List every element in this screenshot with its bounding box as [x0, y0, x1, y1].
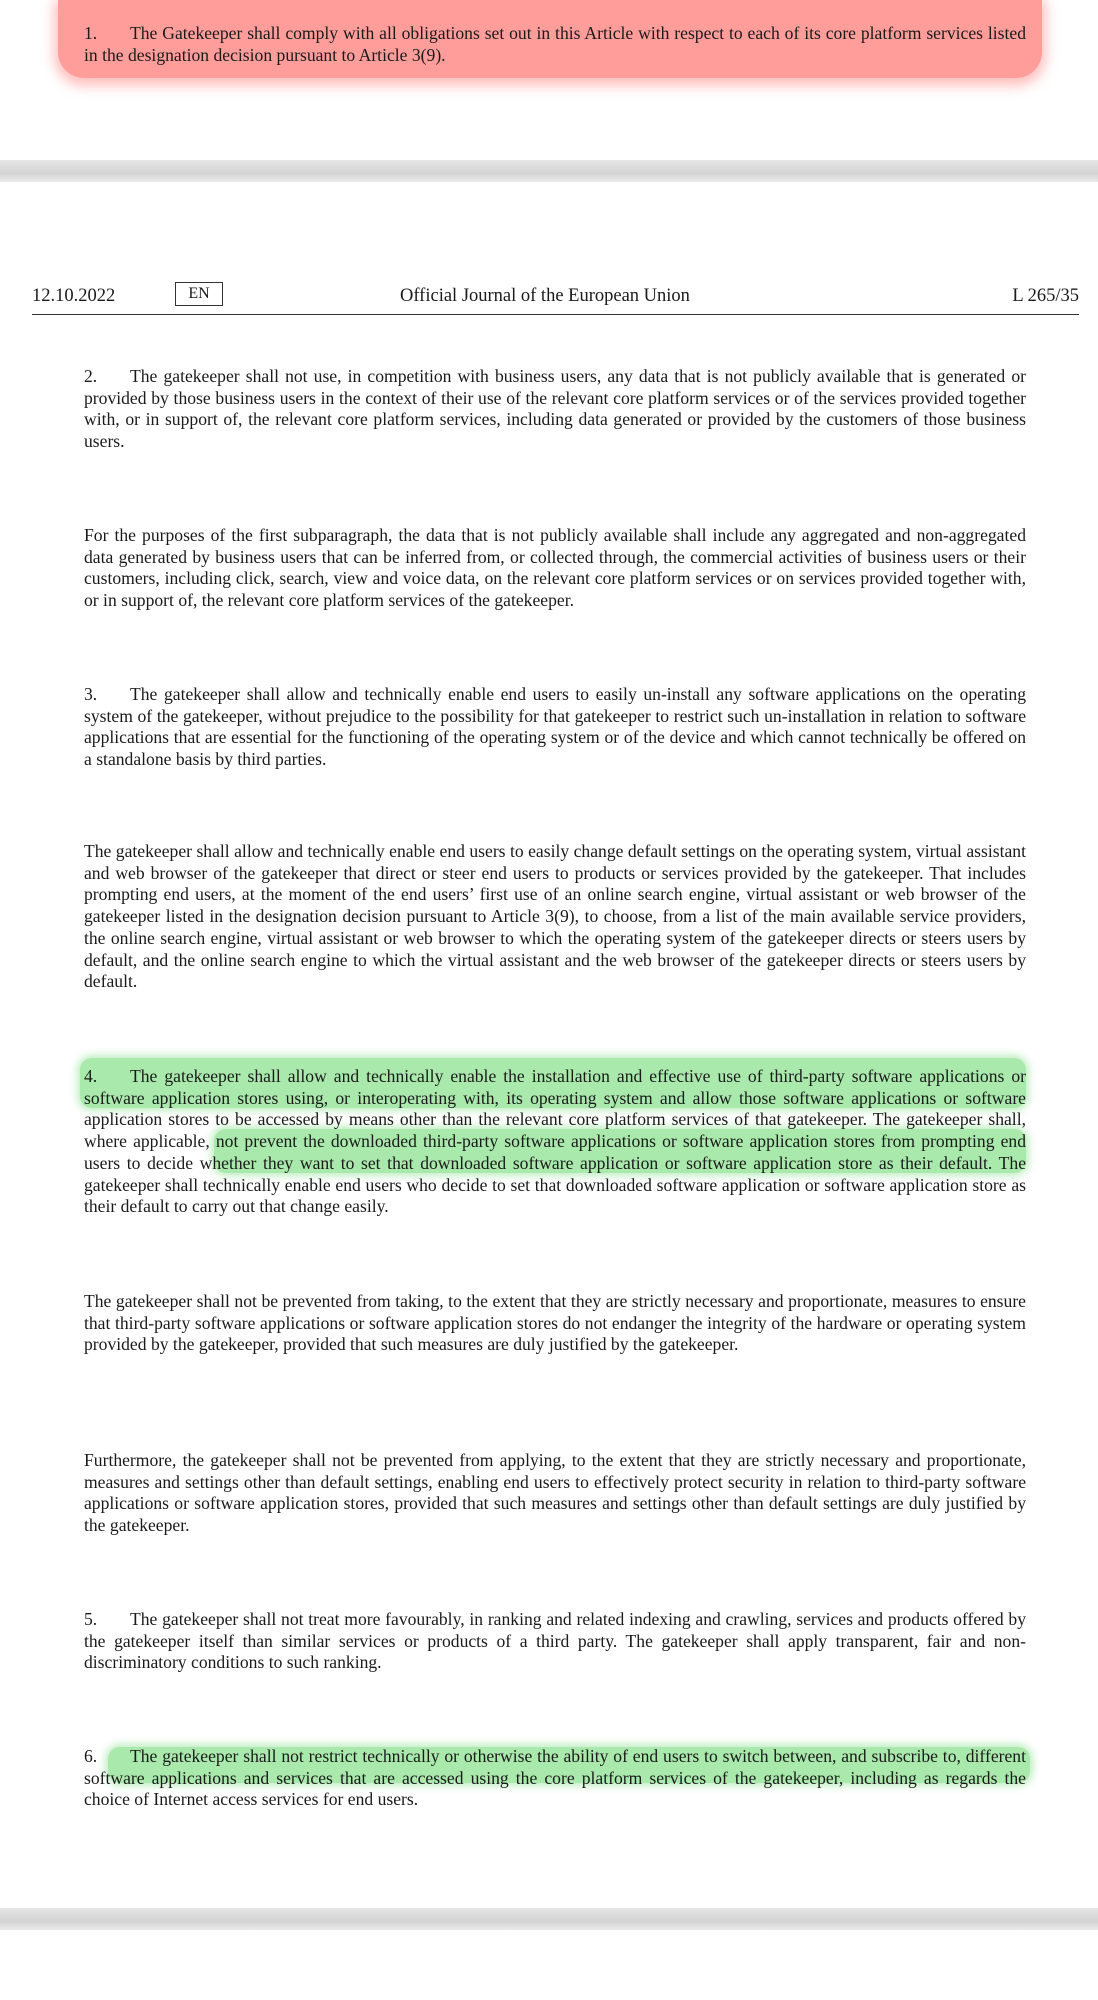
paragraph-text: The gatekeeper shall allow and technically enable the installation and effective use of third-party software applications or software application stores using, or interoperating with, its operating system and allow those software applications or software application stores to be accessed by means other than the relevant core platform services of that gatekeeper. The gatekeeper shall, where applicable, not prevent the downloaded third-party software applications or software application stores from prompting end users to decide whether they want to set that downloaded software application or software application store as their default. The gatekeeper shall technically enable end users who decide to set that downloaded software application or software application store as their default to carry out that change easily. [84, 1066, 1026, 1217]
paragraph-4-subparagraph-a [84, 1291, 1026, 1356]
paragraph-4 [84, 1066, 1026, 1218]
paragraph-4-subparagraph-b [84, 1450, 1026, 1537]
paragraph-3 [84, 684, 1026, 771]
paragraph-3-subparagraph [84, 841, 1026, 993]
paragraph-number: 3. [84, 684, 98, 704]
paragraph-number: 5. [84, 1609, 98, 1629]
paragraph-text: Furthermore, the gatekeeper shall not be prevented from applying, to the extent that they are strictly necessary and proportionate, measures and settings other than default settings, enabling end users to effectively protect security in relation to third-party software applications or software application stores, provided that such measures and settings other than default settings are duly justified by the gatekeeper. [84, 1450, 1026, 1536]
paragraph-text: The gatekeeper shall not treat more favourably, in ranking and related indexing and crawling, services and products offered by the gatekeeper itself than similar services or products of a third party. The gatekeeper shall apply transparent, fair and non-discriminatory conditions to such ranking. [84, 1609, 1026, 1673]
header-page-reference: L 265/35 [1012, 286, 1079, 306]
paragraph-text: The gatekeeper shall allow and technically enable end users to easily un-install any software applications on the operating system of the gatekeeper, without prejudice to the possibility for that gatekeeper to restrict such un-installation in relation to software applications that are essential for the functioning of the operating system or of the device and which cannot technically be offered on a standalone basis by third parties. [84, 684, 1026, 770]
journal-header [32, 282, 1079, 315]
paragraph-text: The Gatekeeper shall comply with all obligations set out in this Article with respect to each of its core platform services listed in the designation decision pursuant to Article 3(9). [84, 23, 1026, 65]
language-box: EN [175, 282, 223, 306]
paragraph-text: For the purposes of the first subparagraph, the data that is not publicly available shall include any aggregated and non-aggregated data generated by business users that can be inferred from, or collected through, the commercial activities of business users or their customers, including click, search, view and voice data, on the relevant core platform services or on services provided together with, or in support of, the relevant core platform services of the gatekeeper. [84, 525, 1026, 611]
paragraph-2 [84, 366, 1026, 453]
paragraph-2-subparagraph [84, 525, 1026, 612]
paragraph-text: The gatekeeper shall allow and technically enable end users to easily change default settings on the operating system, virtual assistant and web browser of the gatekeeper that direct or steer end users to products or services provided by the gatekeeper. That includes prompting end users, at the moment of the end users’ first use of an online search engine, virtual assistant or web browser of the gatekeeper listed in the designation decision pursuant to Article 3(9), to choose, from a list of the main available service providers, the online search engine, virtual assistant or web browser to which the operating system of the gatekeeper directs or steers users by default, and the online search engine to which the virtual assistant and the web browser of the gatekeeper directs or steers users by default. [84, 841, 1026, 992]
header-date: 12.10.2022 [32, 286, 116, 306]
paragraph-number: 2. [84, 366, 98, 386]
paragraph-text: The gatekeeper shall not use, in competition with business users, any data that is not publicly available that is generated or provided by those business users in the context of their use of the relevant core platform services or of the services provided together with, or in support of, the relevant core platform services, including data generated or provided by the customers of those business users. [84, 366, 1026, 452]
paragraph-text: The gatekeeper shall not restrict technically or otherwise the ability of end users to switch between, and subscribe to, different software applications and services that are accessed using the core platform services of the gatekeeper, including as regards the choice of Internet access services for end users. [84, 1746, 1026, 1810]
header-journal-title: Official Journal of the European Union [400, 286, 690, 306]
paragraph-5 [84, 1609, 1026, 1674]
page-separator-bottom [0, 1908, 1098, 1930]
paragraph-text: The gatekeeper shall not be prevented from taking, to the extent that they are strictly necessary and proportionate, measures to ensure that third-party software applications or software application stores do not endanger the integrity of the hardware or operating system provided by the gatekeeper, provided that such measures are duly justified by the gatekeeper. [84, 1291, 1026, 1355]
paragraph-number: 6. [84, 1746, 98, 1766]
top-fragment-paragraph [84, 23, 1026, 66]
paragraph-6 [84, 1746, 1026, 1811]
page-separator-top [0, 160, 1098, 182]
paragraph-number: 1. [84, 23, 98, 43]
paragraph-number: 4. [84, 1066, 98, 1086]
